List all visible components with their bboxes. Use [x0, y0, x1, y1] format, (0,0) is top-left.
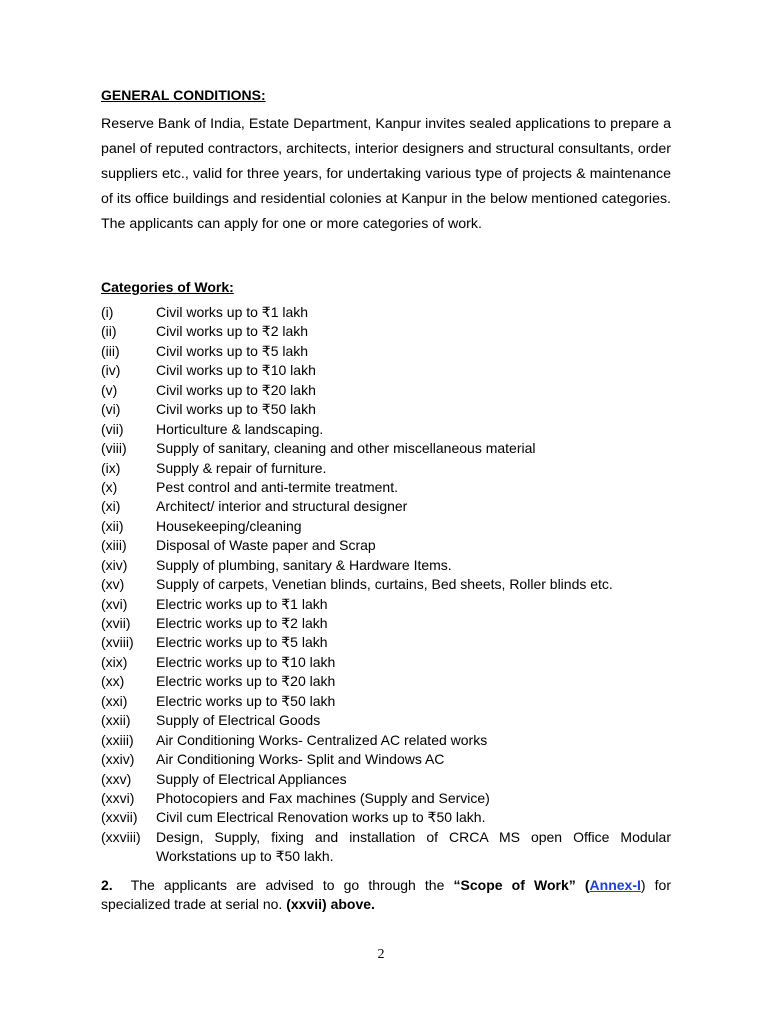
category-item	[101, 322, 671, 341]
category-text: Electric works up to ₹50 lakh	[156, 692, 336, 709]
intro-paragraph: Reserve Bank of India, Estate Department, Kanpur invites sealed applications to prepare a panel of reputed contractors, architects, interior designers and structural consultants, order suppliers etc., valid for three years, for undertaking various type of projects & maintenance of its office buildings and residential colonies at Kanpur in the below mentioned categories. The applicants can apply for one or more categories of work.	[101, 116, 671, 232]
category-item	[101, 400, 671, 419]
paren-open: (	[575, 877, 590, 893]
category-item	[101, 653, 671, 672]
category-text: Electric works up to ₹10 lakh	[156, 653, 336, 670]
category-number: (v)	[101, 381, 118, 398]
category-item	[101, 459, 671, 478]
category-number: (ix)	[101, 459, 121, 476]
category-item	[101, 420, 671, 439]
note-text-before: The applicants are advised to go through the	[130, 877, 454, 893]
category-number: (xxviii)	[101, 828, 141, 845]
category-text: Civil cum Electrical Renovation works up to ₹50 lakh.	[156, 809, 486, 826]
category-text: Civil works up to ₹20 lakh	[156, 381, 316, 398]
category-item	[101, 575, 671, 594]
category-number: (ii)	[101, 323, 117, 340]
category-text: Electric works up to ₹5 lakh	[156, 634, 328, 651]
category-number: (xviii)	[101, 634, 134, 651]
category-number: (xxvii)	[101, 809, 138, 826]
category-item	[101, 828, 671, 867]
category-text: Supply & repair of furniture.	[156, 459, 327, 476]
category-number: (xi)	[101, 498, 121, 515]
category-text: Civil works up to ₹5 lakh	[156, 342, 309, 359]
category-item	[101, 361, 671, 380]
category-number: (x)	[101, 478, 118, 495]
categories-heading: Categories of Work:	[101, 279, 234, 295]
category-text: Supply of plumbing, sanitary & Hardware Items.	[156, 556, 452, 573]
category-item	[101, 614, 671, 633]
category-item	[101, 556, 671, 575]
category-text: Electric works up to ₹20 lakh	[156, 673, 336, 690]
category-item	[101, 439, 671, 458]
category-item	[101, 808, 671, 827]
category-text: Supply of carpets, Venetian blinds, curtains, Bed sheets, Roller blinds etc.	[156, 576, 613, 593]
category-number: (viii)	[101, 440, 127, 457]
category-number: (xix)	[101, 653, 128, 670]
category-text: Civil works up to ₹1 lakh	[156, 304, 309, 320]
note-number: 2.	[101, 877, 113, 893]
annex-link[interactable]: Annex-I	[589, 877, 641, 893]
category-text: Housekeeping/cleaning	[156, 517, 302, 534]
category-item	[101, 750, 671, 769]
category-number: (xxii)	[101, 712, 131, 729]
category-item	[101, 770, 671, 789]
category-text: Photocopiers and Fax machines (Supply and Service)	[156, 789, 490, 806]
category-item	[101, 381, 671, 400]
category-text: Supply of Electrical Appliances	[156, 770, 347, 787]
category-item	[101, 672, 671, 691]
note-paragraph	[101, 876, 671, 914]
category-number: (xv)	[101, 576, 125, 593]
category-item	[101, 478, 671, 497]
category-text: Air Conditioning Works- Split and Windows AC	[156, 751, 445, 768]
category-text: Electric works up to ₹2 lakh	[156, 615, 328, 631]
category-number: (xxvi)	[101, 789, 135, 806]
category-item	[101, 342, 671, 361]
category-text: Architect/ interior and structural designer	[156, 498, 408, 515]
category-item	[101, 536, 671, 555]
category-number: (xvi)	[101, 595, 128, 612]
category-number: (xvii)	[101, 615, 131, 631]
serial-reference: (xxvii) above.	[286, 896, 375, 912]
category-item	[101, 517, 671, 536]
category-text: Supply of Electrical Goods	[156, 712, 321, 729]
category-number: (xiv)	[101, 556, 128, 573]
category-text: Pest control and anti-termite treatment.	[156, 478, 398, 495]
category-item	[101, 731, 671, 750]
category-number: (vi)	[101, 401, 121, 418]
general-conditions-heading: GENERAL CONDITIONS:	[101, 87, 266, 103]
category-number: (xxi)	[101, 692, 128, 709]
category-text: Electric works up to ₹1 lakh	[156, 595, 328, 612]
category-text: Civil works up to ₹50 lakh	[156, 401, 316, 418]
category-item	[101, 497, 671, 516]
category-number: (xxiii)	[101, 731, 134, 748]
category-item	[101, 633, 671, 652]
category-number: (xiii)	[101, 537, 127, 554]
category-number: (xx)	[101, 673, 125, 690]
category-item	[101, 595, 671, 614]
category-text: Civil works up to ₹10 lakh	[156, 362, 316, 379]
category-text: Disposal of Waste paper and Scrap	[156, 537, 376, 554]
category-item	[101, 303, 671, 322]
page-number: 2	[377, 947, 385, 962]
category-item	[101, 789, 671, 808]
category-number: (xxiv)	[101, 751, 135, 768]
category-number: (vii)	[101, 420, 124, 437]
category-text: Supply of sanitary, cleaning and other miscellaneous material	[156, 440, 536, 457]
category-number: (i)	[101, 304, 114, 320]
category-text: Air Conditioning Works- Centralized AC related works	[156, 731, 488, 748]
category-item	[101, 692, 671, 711]
category-text: Civil works up to ₹2 lakh	[156, 323, 309, 340]
category-text: Design, Supply, fixing and installation of CRCA MS open Office Modular Workstations up to ₹50 lakh.	[156, 828, 671, 865]
scope-of-work-phrase: “Scope of Work”	[453, 877, 576, 893]
category-item	[101, 711, 671, 730]
category-number: (xxv)	[101, 770, 132, 787]
category-number: (iv)	[101, 362, 121, 379]
note-text-after: ) for specialized trade at serial no.	[101, 877, 671, 912]
category-number: (iii)	[101, 342, 120, 359]
category-text: Horticulture & landscaping.	[156, 420, 324, 437]
category-number: (xii)	[101, 517, 124, 534]
categories-list	[101, 303, 671, 867]
